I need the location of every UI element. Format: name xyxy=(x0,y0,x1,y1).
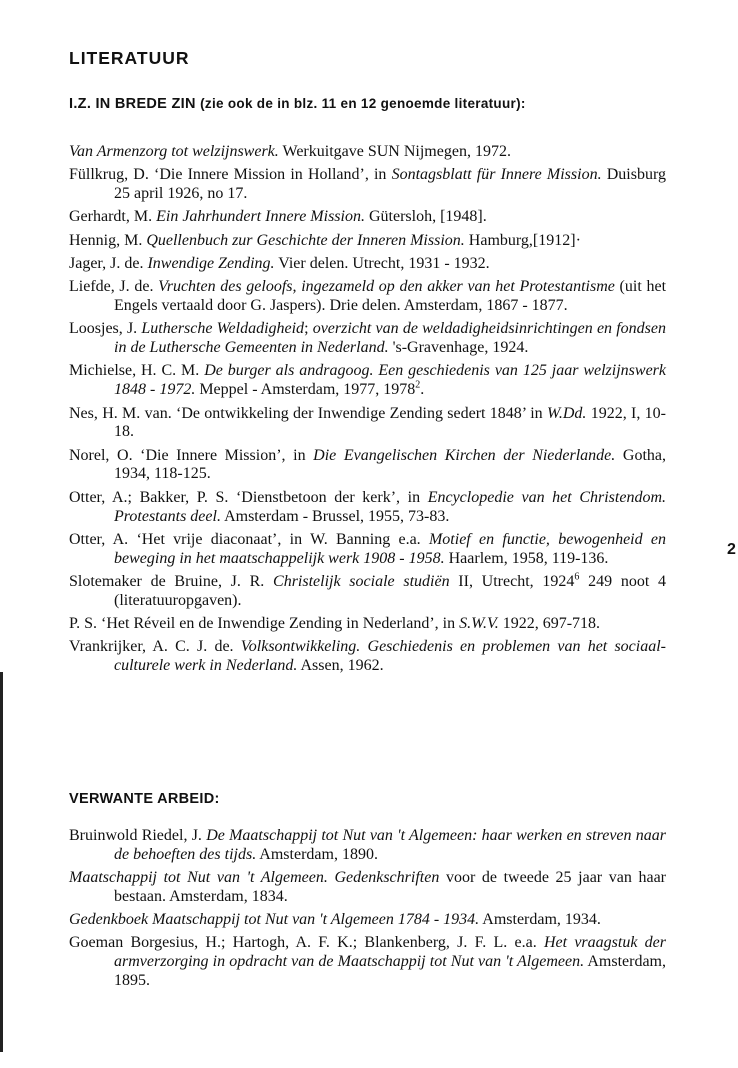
reference-text: Amsterdam, 1934. xyxy=(479,911,601,929)
reference-text: II, Utrecht, 1924 xyxy=(449,572,575,590)
reference-text: . xyxy=(420,381,425,399)
reference-title: Encyclopedie van het Christendom. Protestants deel. xyxy=(114,488,667,525)
reference-title: Ein Jahrhundert Innere Mission. xyxy=(156,208,365,226)
section-heading-brede-zin xyxy=(69,96,526,112)
reference-title: Volksontwikkeling. Geschiedenis en problemen van het sociaal-culturele werk in Nederland. xyxy=(114,638,667,675)
reference-text: Liefde, J. de. xyxy=(69,278,159,296)
reference-title: Christelijk sociale studiën xyxy=(273,572,450,590)
reference-text: Otter, A. ‘Het vrije diaconaat’, in W. Banning e.a. xyxy=(69,530,429,548)
reference-title: Gedenkboek Maatschappij tot Nut van 't Algemeen 1784 - 1934. xyxy=(69,911,480,929)
reference-entry xyxy=(69,320,666,358)
reference-entry xyxy=(69,143,666,162)
reference-title: overzicht van de weldadigheidsinrichtingen en fondsen in de Luthersche Gemeenten in Nederland. xyxy=(114,320,667,357)
reference-entry xyxy=(69,911,666,930)
reference-text: Haarlem, 1958, 119-136. xyxy=(444,549,609,567)
reference-text: (uit het Engels vertaald door G. Jaspers). Drie delen. Amsterdam, 1867 - 1877. xyxy=(114,278,667,315)
reference-text: Vier delen. Utrecht, 1931 - 1932. xyxy=(274,254,490,272)
reference-title: Maatschappij tot Nut van 't Algemeen. Gedenkschriften xyxy=(69,869,440,887)
reference-text: P. S. ‘Het Réveil en de Inwendige Zending in Nederland’, in xyxy=(69,615,460,633)
reference-entry xyxy=(69,573,666,611)
reference-entry xyxy=(69,447,666,485)
reference-title: W.Dd. xyxy=(546,404,587,422)
reference-title: Van Armenzorg tot welzijnswerk. xyxy=(69,143,279,160)
reference-entry xyxy=(69,638,666,676)
section-heading-main: I.Z. IN BREDE ZIN xyxy=(69,96,196,112)
reference-text: 1922, 697-718. xyxy=(498,615,601,633)
reference-text: Gütersloh, [1948]. xyxy=(364,208,487,226)
reference-title: De burger als andragoog. Een geschiedenis van 125 jaar welzijnswerk 1848 - 1972. xyxy=(114,362,667,399)
reference-text: Norel, O. ‘Die Innere Mission’, in xyxy=(69,446,314,464)
reference-entry xyxy=(69,869,666,907)
margin-page-number: 2 xyxy=(727,541,736,558)
reference-title: Vruchten des geloofs, ingezameld op den akker van het Protestantisme xyxy=(158,278,615,296)
reference-text: Duisburg 25 april 1926, no 17. xyxy=(114,166,667,203)
reference-entry xyxy=(69,278,666,316)
reference-text: Hamburg,[1912]· xyxy=(464,231,581,249)
reference-title: Luthersche Weldadigheid xyxy=(141,320,305,338)
reference-title: Die Evangelischen Kirchen der Niederlande. xyxy=(313,446,616,464)
reference-entry xyxy=(69,934,666,990)
reference-text: Gerhardt, M. xyxy=(69,208,157,226)
reference-text: ; xyxy=(304,320,313,338)
reference-text: Otter, A.; Bakker, P. S. ‘Dienstbetoon der kerk’, in xyxy=(69,488,428,506)
reference-text: Amsterdam - Brussel, 1955, 73-83. xyxy=(220,507,450,525)
reference-text: Bruinwold Riedel, J. xyxy=(69,827,207,844)
reference-text: Nes, H. M. van. ‘De ontwikkeling der Inwendige Zending sedert 1848’ in xyxy=(69,404,547,422)
reference-text: Jager, J. de. xyxy=(69,254,148,272)
reference-entry xyxy=(69,405,666,443)
reference-text: Werkuitgave SUN Nijmegen, 1972. xyxy=(278,143,511,160)
reference-list xyxy=(69,143,666,680)
reference-superscript: 6 xyxy=(574,571,580,583)
reference-text: Gotha, 1934, 118-125. xyxy=(114,446,666,483)
reference-text: Amsterdam, 1890. xyxy=(256,845,378,863)
reference-entry xyxy=(69,255,666,274)
page-heading: LITERATUUR xyxy=(69,48,190,68)
reference-entry xyxy=(69,489,666,527)
reference-entry xyxy=(69,166,666,204)
reference-entry xyxy=(69,827,666,865)
reference-superscript: 2 xyxy=(415,379,421,391)
reference-title: Sontagsblatt für Innere Mission. xyxy=(391,166,602,184)
reference-text: Amsterdam, 1895. xyxy=(114,953,666,990)
reference-entry xyxy=(69,232,666,251)
reference-entry xyxy=(69,531,666,569)
reference-text: Michielse, H. C. M. xyxy=(69,362,205,380)
reference-title: Inwendige Zending. xyxy=(147,254,275,272)
reference-title: Quellenbuch zur Geschichte der Inneren Mission. xyxy=(146,231,465,249)
reference-text: Loosjes, J. xyxy=(69,320,142,338)
reference-text: 249 noot 4 (literatuuropgaven). xyxy=(114,572,667,609)
reference-entry xyxy=(69,208,666,227)
page-edge-line xyxy=(0,672,3,1052)
reference-text: Füllkrug, D. ‘Die Innere Mission in Holland’, in xyxy=(69,166,392,184)
section-heading-note: (zie ook de in blz. 11 en 12 genoemde literatuur): xyxy=(200,96,526,111)
reference-entry xyxy=(69,362,666,400)
reference-text: Assen, 1962. xyxy=(297,657,384,675)
reference-text: Meppel - Amsterdam, 1977, 1978 xyxy=(195,381,416,399)
reference-text: 's-Gravenhage, 1924. xyxy=(388,339,529,357)
reference-text: Goeman Borgesius, H.; Hartogh, A. F. K.; Blankenberg, J. F. L. e.a. xyxy=(69,934,544,952)
reference-text: Slotemaker de Bruine, J. R. xyxy=(69,572,274,590)
reference-text: Hennig, M. xyxy=(69,231,147,249)
reference-title: Het vraagstuk der armverzorging in opdracht van de Maatschappij tot Nut van 't Algemeen. xyxy=(114,934,667,971)
reference-title: Motief en functie, bewogenheid en beweging in het maatschappelijk werk 1908 - 1958. xyxy=(114,530,666,567)
reference-title: S.W.V. xyxy=(459,615,499,633)
reference-text: voor de tweede 25 jaar van haar bestaan. Amsterdam, 1834. xyxy=(114,869,667,905)
reference-text: Vrankrijker, A. C. J. de. xyxy=(69,638,241,656)
related-work-list xyxy=(69,827,666,995)
reference-title: De Maatschappij tot Nut van 't Algemeen: haar werken en streven naar de behoeften des tijds. xyxy=(114,827,667,863)
related-work-heading: VERWANTE ARBEID: xyxy=(69,791,220,807)
reference-entry xyxy=(69,615,666,634)
reference-text: 1922, I, 10-18. xyxy=(114,404,666,441)
